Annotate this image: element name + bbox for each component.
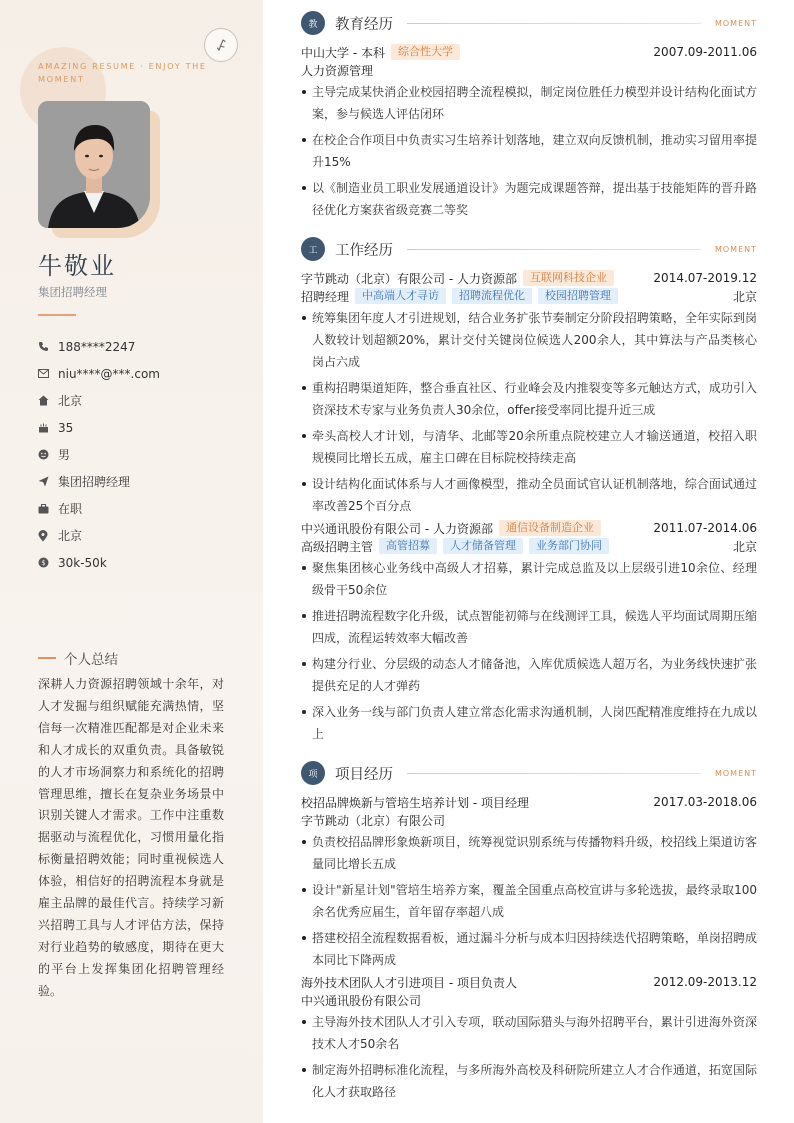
list-item: 在校企合作项目中负责实习生培养计划落地，建立双向反馈机制，推动实习留用率提升15% xyxy=(301,129,757,173)
skill-tag: 业务部门协同 xyxy=(529,538,609,554)
contact-salary-text: 30k-50k xyxy=(58,555,107,570)
contact-phone-text: 188****2247 xyxy=(58,339,136,354)
work-bullets xyxy=(301,307,757,517)
project-entry xyxy=(301,793,757,975)
tagline: AMAZING RESUME · ENJOY THE MOMENT xyxy=(38,61,207,84)
list-item: 制定海外招聘标准化流程，与多所海外高校及科研院所建立人才合作通道，拓宽国际化人才获取路径 xyxy=(301,1059,757,1103)
face-icon xyxy=(38,449,58,460)
section-title: 项目经历 xyxy=(335,766,393,783)
salary-icon xyxy=(38,557,58,568)
contact-city-text: 北京 xyxy=(58,529,83,543)
role: 招聘经理 xyxy=(301,289,350,304)
skill-tag: 招聘流程优化 xyxy=(452,288,532,304)
section-moment-label: MOMENT xyxy=(714,768,757,778)
contact-age-text: 35 xyxy=(58,420,74,435)
sidebar xyxy=(0,0,263,1123)
phone-icon xyxy=(38,341,58,352)
work-date: 2014.07-2019.12 xyxy=(653,271,757,285)
project-date: 2012.09-2013.12 xyxy=(653,975,757,989)
list-item: 以《制造业员工职业发展通道设计》为题完成课题答辩，提出基于技能矩阵的晋升路径优化方案获省级竞赛二等奖 xyxy=(301,177,757,221)
section-badge: 项 xyxy=(301,761,325,785)
edit-compass-button[interactable] xyxy=(204,28,238,62)
svg-text:$: $ xyxy=(41,559,46,567)
section-title: 工作经历 xyxy=(335,242,393,259)
work-city: 北京 xyxy=(732,289,757,304)
section-moment-label: MOMENT xyxy=(714,18,757,28)
section-moment-label: MOMENT xyxy=(714,244,757,254)
work-city: 北京 xyxy=(732,539,757,554)
contact-email-text: niu****@***.com xyxy=(58,366,160,381)
contact-phone[interactable] xyxy=(38,333,238,360)
contact-status-text: 在职 xyxy=(58,502,83,516)
contact-hometown-text: 北京 xyxy=(58,394,83,408)
candidate-job-title: 集团招聘经理 xyxy=(38,285,107,299)
contact-email[interactable] xyxy=(38,360,238,387)
section-badge: 教 xyxy=(301,11,325,35)
section-rule xyxy=(407,773,701,774)
industry-tag: 互联网科技企业 xyxy=(523,270,614,286)
work-entry xyxy=(301,269,757,521)
home-icon xyxy=(38,395,58,406)
list-item: 构建分行业、分层级的动态人才储备池，入库优质候选人超万名，为业务线快速扩张提供充足的人才弹药 xyxy=(301,653,757,697)
summary-heading xyxy=(38,648,118,668)
location-pin-icon xyxy=(38,530,58,542)
main-content xyxy=(301,0,757,1123)
skill-tag: 中高端人才寻访 xyxy=(355,288,446,304)
summary-heading-bar xyxy=(38,657,56,659)
section-rule xyxy=(407,23,701,24)
education-entry xyxy=(301,43,757,225)
education-bullets xyxy=(301,81,757,221)
list-item: 设计结构化面试体系与人才画像模型，推动全员面试官认证机制落地，综合面试通过率改善25个百分点 xyxy=(301,473,757,517)
project-bullets xyxy=(301,831,757,971)
skill-tag: 高管招募 xyxy=(379,538,437,554)
divider xyxy=(38,314,76,316)
contact-hometown xyxy=(38,387,238,414)
list-item: 统筹集团年度人才引进规划，结合业务扩张节奏制定分阶段招聘策略，全年实际到岗人数较计划超额20%，累计交付关键岗位候选人200余人，其中算法与产品类核心岗占六成 xyxy=(301,307,757,373)
cake-icon xyxy=(38,422,58,433)
role: 高级招聘主管 xyxy=(301,539,374,554)
contact-age xyxy=(38,414,238,441)
compass-icon xyxy=(214,38,228,52)
list-item: 深入业务一线与部门负责人建立常态化需求沟通机制，人岗匹配精准度维持在九成以上 xyxy=(301,701,757,745)
work-bullets xyxy=(301,557,757,745)
list-item: 负责校招品牌形象焕新项目，统筹视觉识别系统与传播物料升级，校招线上渠道访客量同比增长五成 xyxy=(301,831,757,875)
industry-tag: 通信设备制造企业 xyxy=(499,520,601,536)
project-org: 中兴通讯股份有限公司 xyxy=(301,993,422,1008)
education-date: 2007.09-2011.06 xyxy=(653,45,757,59)
section-badge: 工 xyxy=(301,237,325,261)
list-item: 主导完成某快消企业校园招聘全流程模拟，制定岗位胜任力模型并设计结构化面试方案，参与候选人评估闭环 xyxy=(301,81,757,125)
contact-salary xyxy=(38,549,238,576)
work-date: 2011.07-2014.06 xyxy=(653,521,757,535)
skill-tag: 校园招聘管理 xyxy=(538,288,618,304)
project-name: 海外技术团队人才引进项目 - 项目负责人 xyxy=(301,975,517,990)
list-item: 推进招聘流程数字化升级，试点智能初筛与在线测评工具，候选人平均面试周期压缩四成，流程运转效率大幅改善 xyxy=(301,605,757,649)
project-org: 字节跳动（北京）有限公司 xyxy=(301,813,446,828)
summary-text: 深耕人力资源招聘领域十余年，对人才发掘与组织赋能充满热情，坚信每一次精准匹配都是对企业未来和人才成长的双重负责。具备敏锐的人才市场洞察力和系统化的招聘管理思维，擅长在复杂业务场景中识别关键人才需求。工作中注重数据驱动与流程优化，习惯用量化指标衡量招聘效能；同时重视候选人体验，相信好的招聘流程本身就是雇主品牌的最佳代言。持续学习新兴招聘工具与人才评估方法，保持对行业趋势的敏感度，期待在更大的平台上发挥集团化招聘管理经验。 xyxy=(38,677,224,998)
company-name: 中兴通讯股份有限公司 - 人力资源部 xyxy=(301,521,493,536)
major: 人力资源管理 xyxy=(301,63,374,78)
contact-status xyxy=(38,495,238,522)
list-item: 聚焦集团核心业务线中高级人才招募，累计完成总监及以上层级引进10余位、经理级骨干50余位 xyxy=(301,557,757,601)
work-entry xyxy=(301,519,757,749)
list-item: 重构招聘渠道矩阵，整合垂直社区、行业峰会及内推裂变等多元触达方式，成功引入资深技术专家与业务负责人30余位，offer接受率同比提升近三成 xyxy=(301,377,757,421)
list-item: 搭建校招全流程数据看板，通过漏斗分析与成本归因持续迭代招聘策略，单岗招聘成本同比下降两成 xyxy=(301,927,757,971)
briefcase-icon xyxy=(38,504,58,514)
list-item: 牵头高校人才计划，与清华、北邮等20余所重点院校建立人才输送通道，校招入职规模同比增长五成，雇主口碑在目标院校持续走高 xyxy=(301,425,757,469)
contact-gender xyxy=(38,441,238,468)
contact-target-job-text: 集团招聘经理 xyxy=(58,475,131,489)
project-entry xyxy=(301,973,757,1107)
list-item: 设计"新星计划"管培生培养方案，覆盖全国重点高校宣讲与多轮选拔，最终录取100余名优秀应届生，首年留存率超八成 xyxy=(301,879,757,923)
school-name: 中山大学 - 本科 xyxy=(301,45,385,60)
project-date: 2017.03-2018.06 xyxy=(653,795,757,809)
avatar xyxy=(38,101,150,228)
school-type-tag: 综合性大学 xyxy=(391,44,460,60)
candidate-name: 牛敬业 xyxy=(38,252,116,280)
section-heading-work xyxy=(301,236,757,262)
list-item: 主导海外技术团队人才引入专项，联动国际猎头与海外招聘平台，累计引进海外资深技术人才50余名 xyxy=(301,1011,757,1055)
section-heading-projects xyxy=(301,760,757,786)
contact-city xyxy=(38,522,238,549)
section-rule xyxy=(407,249,701,250)
company-name: 字节跳动（北京）有限公司 - 人力资源部 xyxy=(301,271,517,286)
project-bullets xyxy=(301,1011,757,1103)
contact-gender-text: 男 xyxy=(58,448,71,462)
summary-title: 个人总结 xyxy=(64,652,118,668)
contact-list xyxy=(38,333,238,576)
send-icon xyxy=(38,476,58,487)
skill-tag: 人才储备管理 xyxy=(443,538,523,554)
mail-icon xyxy=(38,369,58,378)
project-name: 校招品牌焕新与管培生培养计划 - 项目经理 xyxy=(301,795,529,810)
section-title: 教育经历 xyxy=(335,16,393,33)
contact-target-job xyxy=(38,468,238,495)
section-heading-education xyxy=(301,10,757,36)
